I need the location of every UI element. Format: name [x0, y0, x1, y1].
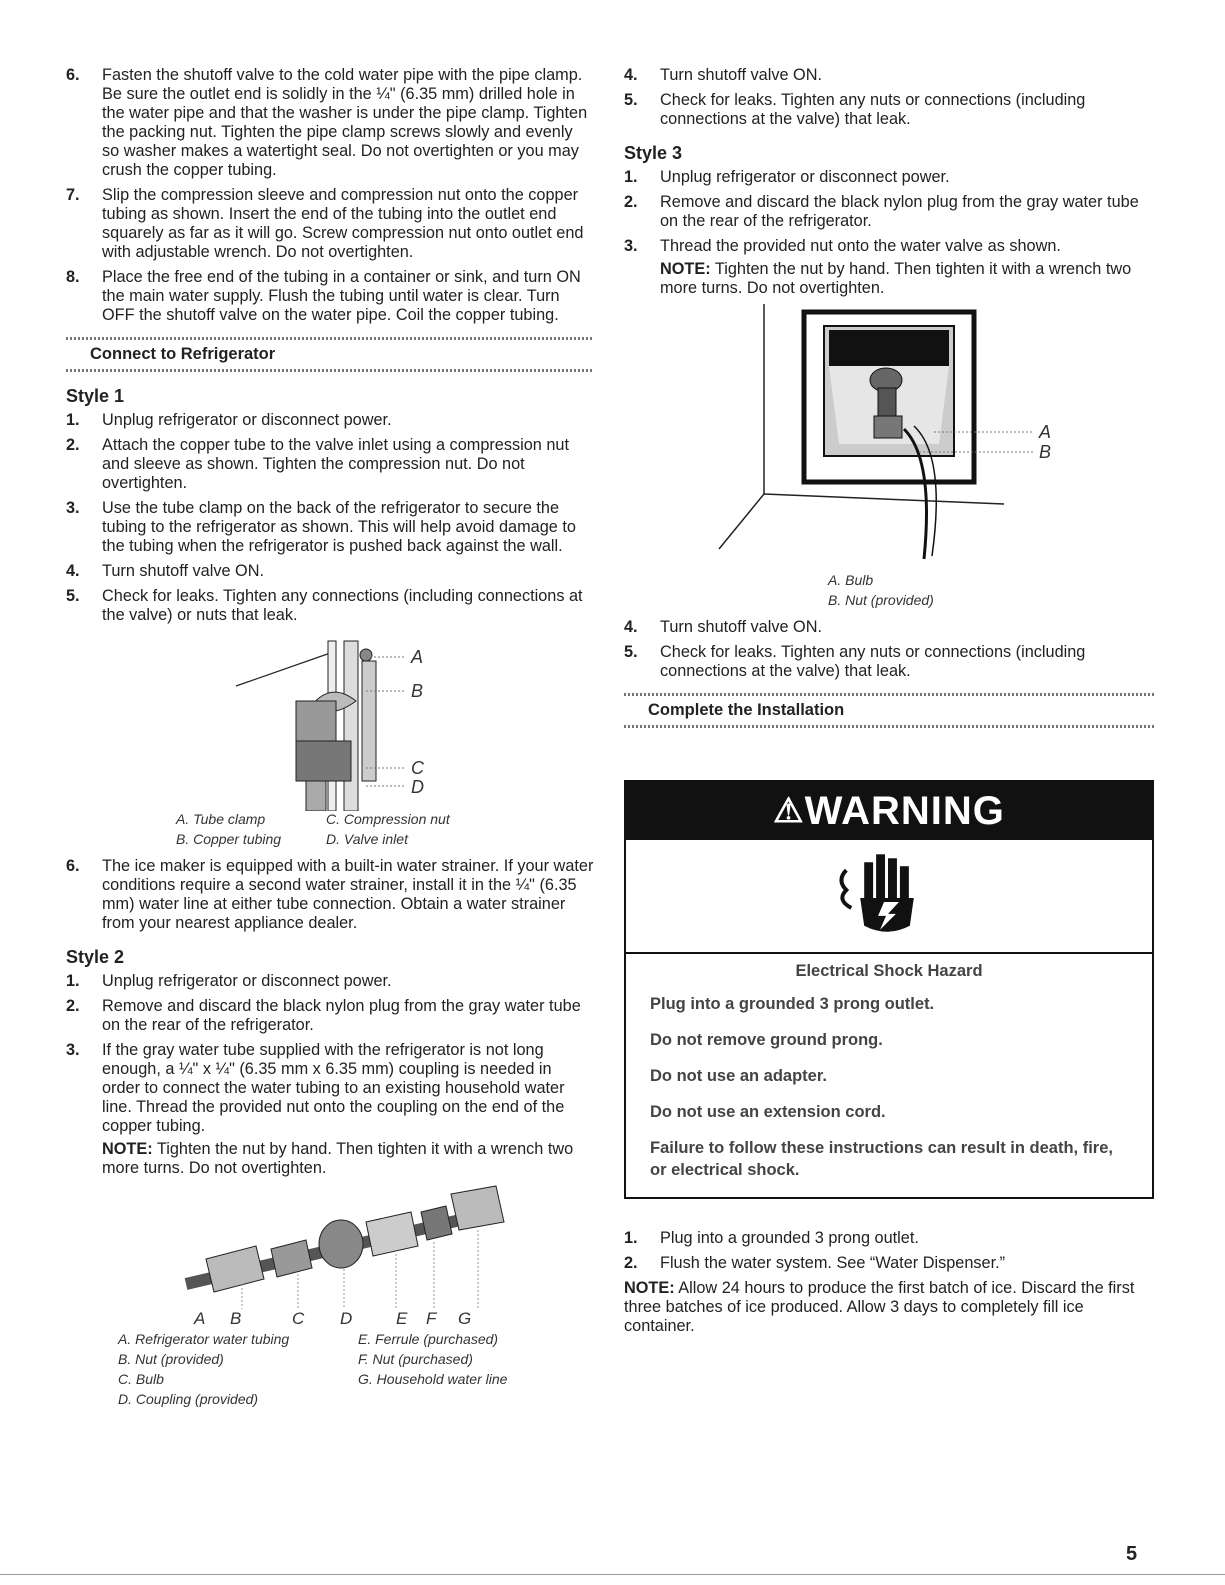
page-number: 5 — [1126, 1543, 1138, 1565]
caption: B. Copper tubing — [176, 831, 282, 847]
valve-install-steps — [66, 66, 594, 325]
list-item: 1. Plug into a grounded 3 prong outlet. — [624, 1229, 919, 1247]
caption: A. Bulb — [828, 572, 874, 588]
warning-line: Do not use an adapter. — [650, 1067, 827, 1085]
style3-captions — [624, 570, 1154, 610]
warning-line: Do not remove ground prong. — [650, 1031, 883, 1049]
warning-box — [624, 780, 1154, 1199]
fig-label-b: B — [411, 681, 424, 701]
fig-label-d: D — [340, 1309, 353, 1328]
style2-captions — [66, 1329, 594, 1409]
list-item: 5. Check for leaks. Tighten any connections (including connections at the valve) or nuts that leak. — [66, 587, 583, 624]
style1-diagram — [66, 631, 594, 811]
style3-final-steps — [624, 618, 1154, 681]
warning-line: Failure to follow these instructions can result in death, fire, or electrical shock. — [650, 1139, 1113, 1179]
list-item: 1. Unplug refrigerator or disconnect power. — [624, 168, 950, 186]
list-item: 6. The ice maker is equipped with a built-in water strainer. If your water conditions require a second water strainer, install it in the ¼" (6.35 mm) water line at either tube connection. Obtain a water strainer from your nearest appliance dealer. — [66, 857, 594, 932]
warning-line: Plug into a grounded 3 prong outlet. — [650, 995, 935, 1013]
fig-label-c: C — [411, 758, 424, 778]
list-item: 4. Turn shutoff valve ON. — [624, 66, 822, 84]
style3-steps — [624, 168, 1154, 256]
list-item: 5. Check for leaks. Tighten any nuts or connections (including connections at the valve) that leak. — [624, 643, 1086, 680]
warning-header — [626, 782, 1152, 840]
list-item: 1. Unplug refrigerator or disconnect power. — [66, 972, 392, 990]
caption: G. Household water line — [358, 1371, 508, 1387]
list-item: 4. Turn shutoff valve ON. — [66, 562, 264, 580]
list-item: 2. Remove and discard the black nylon plug from the gray water tube on the rear of the refrigerator. — [624, 193, 1139, 230]
electrical-shock-icon — [626, 840, 1152, 952]
caption: C. Bulb — [118, 1371, 164, 1387]
caption: B. Nut (provided) — [118, 1351, 224, 1367]
style2-steps — [66, 972, 594, 1136]
list-item: 6. Fasten the shutoff valve to the cold water pipe with the pipe clamp. Be sure the outlet end is solidly in the ¼" (6.35 mm) drilled hole in the water pipe and that the washer is under the pipe clamp. Tighten the packing nut. Tighten the pipe clamp screws slowly and evenly so washer makes a watertight seal. Do not overtighten or you may crush the copper tubing. — [66, 66, 588, 179]
list-item: 1. Unplug refrigerator or disconnect power. — [66, 411, 392, 429]
warning-line: Do not use an extension cord. — [650, 1103, 886, 1121]
caption: D. Valve inlet — [326, 831, 408, 847]
caption: A. Refrigerator water tubing — [118, 1331, 290, 1347]
caption: B. Nut (provided) — [828, 592, 934, 608]
warning-icon-area — [626, 840, 1152, 954]
style1-steps — [66, 411, 594, 625]
caption: E. Ferrule (purchased) — [358, 1331, 499, 1347]
completion-steps — [624, 1229, 1154, 1273]
list-item: 2. Attach the copper tube to the valve inlet using a compression nut and sleeve as shown. Tighten the compression nut. Do not overtighten. — [66, 436, 570, 492]
list-item: 2. Flush the water system. See “Water Dispenser.” — [624, 1254, 1006, 1272]
caption: C. Compression nut — [326, 811, 450, 827]
hazard-title: Electrical Shock Hazard — [795, 962, 983, 980]
style3-note: NOTE: Tighten the nut by hand. Then tighten it with a wrench two more turns. Do not overtighten. — [660, 260, 1132, 297]
style3-heading: Style 3 — [624, 143, 683, 163]
list-item: 2. Remove and discard the black nylon plug from the gray water tube on the rear of the refrigerator. — [66, 997, 581, 1034]
caption: A. Tube clamp — [176, 811, 266, 827]
caption: D. Coupling (provided) — [118, 1391, 259, 1407]
fig-label-a: A — [411, 647, 424, 667]
style1-heading: Style 1 — [66, 386, 125, 406]
fig-label-a: A — [194, 1309, 206, 1328]
section-heading-complete: Complete the Installation — [624, 693, 1154, 728]
right-column — [624, 66, 1154, 1336]
section-heading-connect: Connect to Refrigerator — [66, 337, 594, 372]
fig-label-f: F — [426, 1309, 437, 1328]
fig-label-b: B — [1039, 442, 1052, 462]
valve-diagram-illustration — [66, 631, 594, 811]
list-item: 3. Thread the provided nut onto the water valve as shown. — [624, 237, 1061, 255]
style2-final-steps — [624, 66, 1154, 129]
style3-diagram — [624, 304, 1154, 566]
style2-heading: Style 2 — [66, 947, 125, 967]
fig-label-d: D — [411, 777, 424, 797]
caption: F. Nut (purchased) — [358, 1351, 473, 1367]
style2-note: NOTE: Tighten the nut by hand. Then tighten it with a wrench two more turns. Do not overtighten. — [102, 1140, 574, 1177]
list-item: 3. If the gray water tube supplied with the refrigerator is not long enough, a ¼" x ¼" (6.35 mm x 6.35 mm) coupling is needed in order to connect the water tubing to an existing household water line. Thread the provided nut onto the coupling on the end of the copper tubing. — [66, 1041, 565, 1135]
fig-label-b: B — [230, 1309, 242, 1328]
list-item: 8. Place the free end of the tubing in a container or sink, and turn ON the main water supply. Flush the tubing until water is clear. Turn OFF the shutoff valve on the water pipe. Coil the copper tubing. — [66, 268, 581, 324]
left-column — [66, 66, 594, 1409]
fig-label-a: A — [1039, 422, 1052, 442]
final-note: NOTE: Allow 24 hours to produce the first batch of ice. Discard the first three batches of ice produced. Allow 3 days to completely fill ice container. — [624, 1279, 1135, 1335]
style1-strainer-step — [66, 857, 594, 933]
style2-diagram — [66, 1184, 594, 1319]
list-item: 3. Use the tube clamp on the back of the refrigerator to secure the tubing to the refrigerator as shown. This will help avoid damage to the tubing when the refrigerator is pushed back against the wall. — [66, 499, 576, 555]
style1-captions — [66, 809, 594, 849]
coupling-diagram-illustration — [66, 1184, 594, 1319]
list-item: 5. Check for leaks. Tighten any nuts or connections (including connections at the valve) that leak. — [624, 91, 1086, 128]
fig-label-g: G — [458, 1309, 472, 1328]
page-bottom-divider — [0, 1574, 1225, 1575]
warning-triangle-icon: ⚠ — [773, 792, 805, 830]
fig-label-e: E — [396, 1309, 408, 1328]
list-item: 4. Turn shutoff valve ON. — [624, 618, 822, 636]
warning-body — [626, 954, 1152, 1197]
list-item: 7. Slip the compression sleeve and compression nut onto the copper tubing as shown. Insert the end of the tubing into the outlet end squarely as far as it will go. Screw compression nut onto outlet end with adjustable wrench. Do not overtighten. — [66, 186, 584, 261]
fig-label-c: C — [292, 1309, 305, 1328]
warning-title: WARNING — [804, 789, 1005, 833]
style2-fig-letters — [66, 1309, 594, 1329]
water-valve-illustration — [624, 304, 1154, 566]
